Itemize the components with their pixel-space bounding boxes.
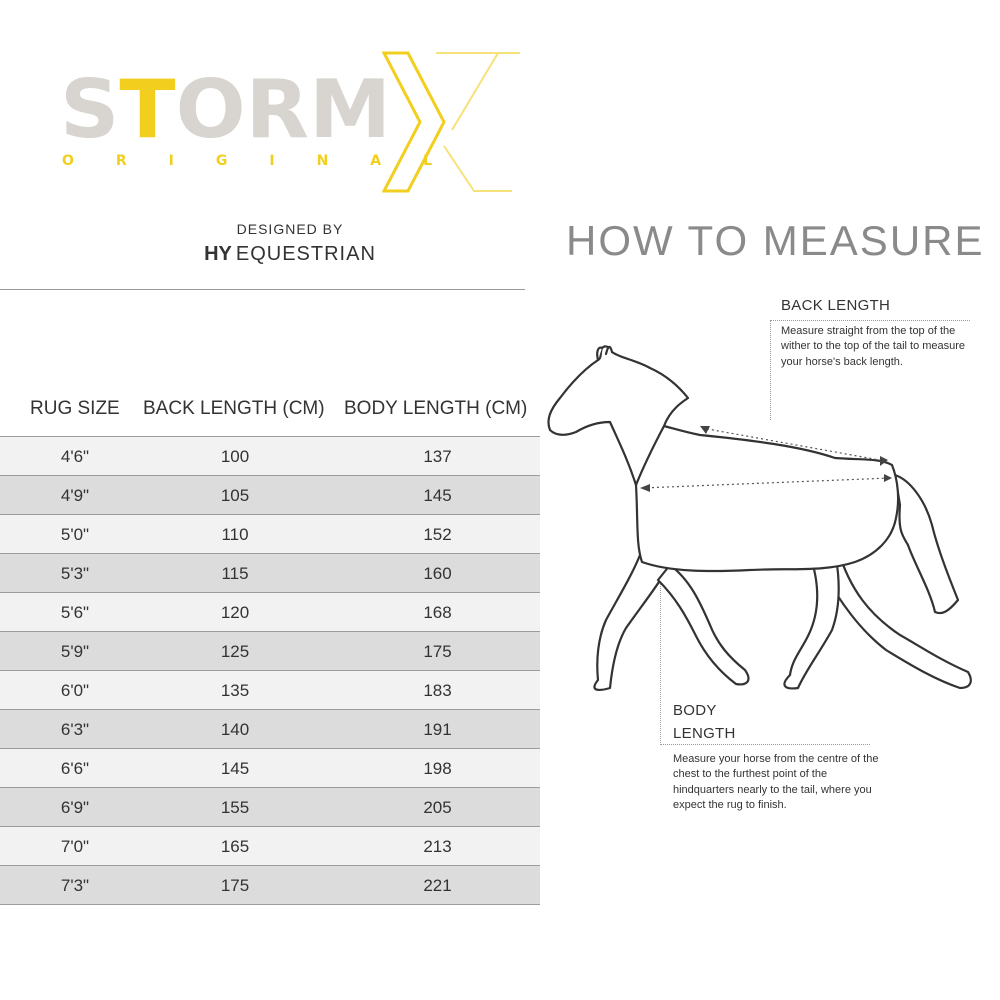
logo-wordmark: STORM <box>60 63 392 156</box>
cell-body-length: 205 <box>423 798 452 817</box>
table-row <box>0 826 540 865</box>
cell-back-length: 105 <box>220 486 250 505</box>
cell-back-length: 165 <box>220 837 250 856</box>
table-row <box>0 475 540 514</box>
cell-rug-size: 6'3" <box>60 720 90 739</box>
logo-subtitle: ORIGINAL <box>62 153 475 169</box>
cell-back-length: 135 <box>220 681 250 700</box>
cell-body-length: 168 <box>423 603 452 622</box>
header-rug-size: RUG SIZE <box>30 398 120 419</box>
hy-mark: HY <box>204 243 232 265</box>
cell-rug-size: 5'0" <box>60 525 90 544</box>
cell-body-length: 160 <box>423 564 452 583</box>
back-length-title: BACK LENGTH <box>781 297 891 314</box>
divider <box>0 289 525 290</box>
cell-rug-size: 6'6" <box>60 759 90 778</box>
back-length-leader <box>770 320 970 321</box>
cell-body-length: 175 <box>423 642 452 661</box>
cell-rug-size: 4'9" <box>60 486 90 505</box>
x-chevron-icon <box>382 50 522 200</box>
cell-back-length: 125 <box>220 642 250 661</box>
table-row <box>0 631 540 670</box>
cell-body-length: 191 <box>423 720 452 739</box>
size-table <box>0 436 540 905</box>
cell-back-length: 145 <box>220 759 250 778</box>
cell-rug-size: 6'9" <box>60 798 90 817</box>
cell-body-length: 221 <box>423 876 452 895</box>
table-row <box>0 709 540 748</box>
cell-body-length: 145 <box>423 486 452 505</box>
how-to-measure-title: HOW TO MEASURE <box>566 217 985 264</box>
cell-back-length: 155 <box>220 798 250 817</box>
cell-rug-size: 5'3" <box>60 564 90 583</box>
table-row <box>0 514 540 553</box>
cell-body-length: 137 <box>423 447 452 466</box>
table-row <box>0 787 540 826</box>
header-body-length: BODY LENGTH (CM) <box>344 398 528 419</box>
table-row <box>0 670 540 709</box>
cell-rug-size: 5'9" <box>60 642 90 661</box>
table-row <box>0 553 540 592</box>
equestrian-text: EQUESTRIAN <box>235 243 376 265</box>
cell-back-length: 115 <box>221 564 249 583</box>
hy-equestrian-brand <box>0 243 580 266</box>
table-row <box>0 592 540 631</box>
cell-back-length: 110 <box>221 525 249 544</box>
cell-back-length: 140 <box>220 720 250 739</box>
table-row <box>0 748 540 787</box>
table-row <box>0 436 540 475</box>
cell-back-length: 120 <box>220 603 250 622</box>
cell-body-length: 183 <box>423 681 452 700</box>
body-length-instructions: Measure your horse from the centre of the chest to the furthest point of the hindquarters nearly to the tail, where you expect the rug to finish. <box>673 753 879 812</box>
storm-x-logo <box>60 50 520 200</box>
body-length-title: BODY LENGTH <box>673 702 736 742</box>
cell-back-length: 175 <box>220 876 250 895</box>
designed-by-label: DESIGNED BY <box>236 221 344 237</box>
cell-rug-size: 5'6" <box>60 603 90 622</box>
cell-body-length: 198 <box>423 759 452 778</box>
cell-body-length: 152 <box>423 525 452 544</box>
cell-rug-size: 6'0" <box>60 681 90 700</box>
cell-rug-size: 4'6" <box>60 447 90 466</box>
cell-rug-size: 7'3" <box>60 876 90 895</box>
cell-rug-size: 7'0" <box>60 837 90 856</box>
cell-back-length: 100 <box>220 447 250 466</box>
back-length-instructions: Measure straight from the top of the wither to the top of the tail to measure your horse's back length. <box>781 325 966 368</box>
horse-rug-diagram <box>540 340 990 700</box>
table-row <box>0 865 540 905</box>
cell-body-length: 213 <box>423 837 452 856</box>
header-back-length: BACK LENGTH (CM) <box>143 398 325 419</box>
